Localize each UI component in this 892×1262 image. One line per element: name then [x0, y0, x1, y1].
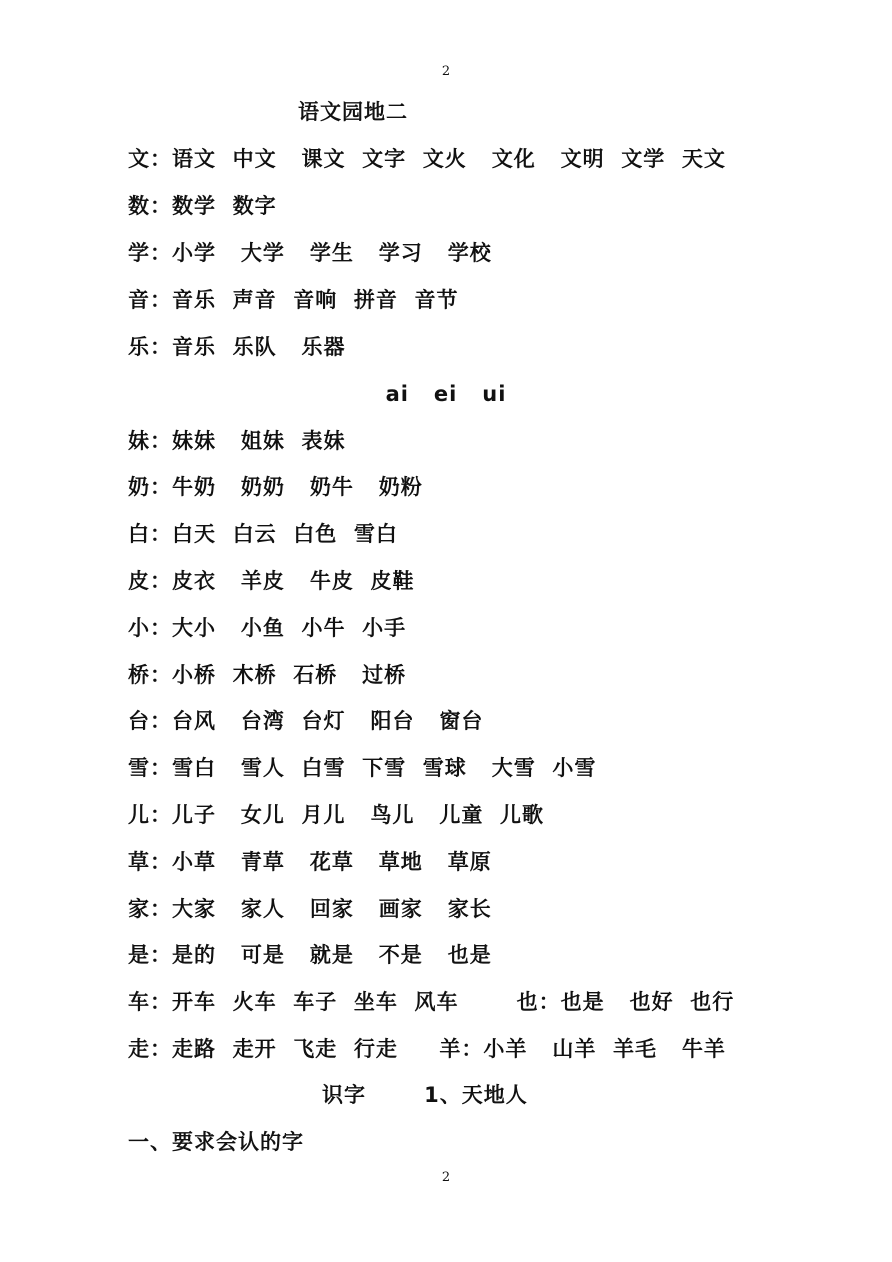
- word-line: 乐：音乐 乐队 乐器: [128, 335, 346, 359]
- word-line: 文：语文 中文 课文 文字 文火 文化 文明 文学 天文: [128, 147, 726, 171]
- pinyin-heading: ai ei ui: [385, 382, 507, 406]
- word-line: 儿：儿子 女儿 月儿 鸟儿 儿童 儿歌: [128, 803, 545, 827]
- word-line: 草：小草 青草 花草 草地 草原: [128, 850, 492, 874]
- word-line: 台：台风 台湾 台灯 阳台 窗台: [128, 709, 484, 733]
- word-line: 音：音乐 声音 音响 拼音 音节: [128, 288, 459, 312]
- word-line: 是：是的 可是 就是 不是 也是: [128, 943, 492, 967]
- page-number-top: 2: [441, 64, 451, 79]
- word-line: 数：数学 数字: [128, 194, 277, 218]
- word-line: 白：白天 白云 白色 雪白: [128, 522, 398, 546]
- page-title: 语文园地二: [298, 100, 408, 124]
- word-line: 妹：妹妹 姐妹 表妹: [128, 429, 346, 453]
- word-line: 奶：牛奶 奶奶 奶牛 奶粉: [128, 475, 423, 499]
- page-number-bottom: 2: [441, 1170, 451, 1185]
- word-line: 家：大家 家人 回家 画家 家长: [128, 897, 492, 921]
- word-line: 学：小学 大学 学生 学习 学校: [128, 241, 492, 265]
- section-heading: 识字 1、天地人: [322, 1083, 528, 1107]
- word-line: 雪：雪白 雪人 白雪 下雪 雪球 大雪 小雪: [128, 756, 597, 780]
- word-line: 小：大小 小鱼 小牛 小手: [128, 616, 407, 640]
- word-line: 皮：皮衣 羊皮 牛皮 皮鞋: [128, 569, 415, 593]
- word-line: 车：开车 火车 车子 坐车 风车 也：也是 也好 也行: [128, 990, 735, 1014]
- word-line: 桥：小桥 木桥 石桥 过桥: [128, 663, 407, 687]
- subsection-heading: 一、要求会认的字: [128, 1130, 304, 1154]
- word-line: 走：走路 走开 飞走 行走 羊：小羊 山羊 羊毛 牛羊: [128, 1037, 726, 1061]
